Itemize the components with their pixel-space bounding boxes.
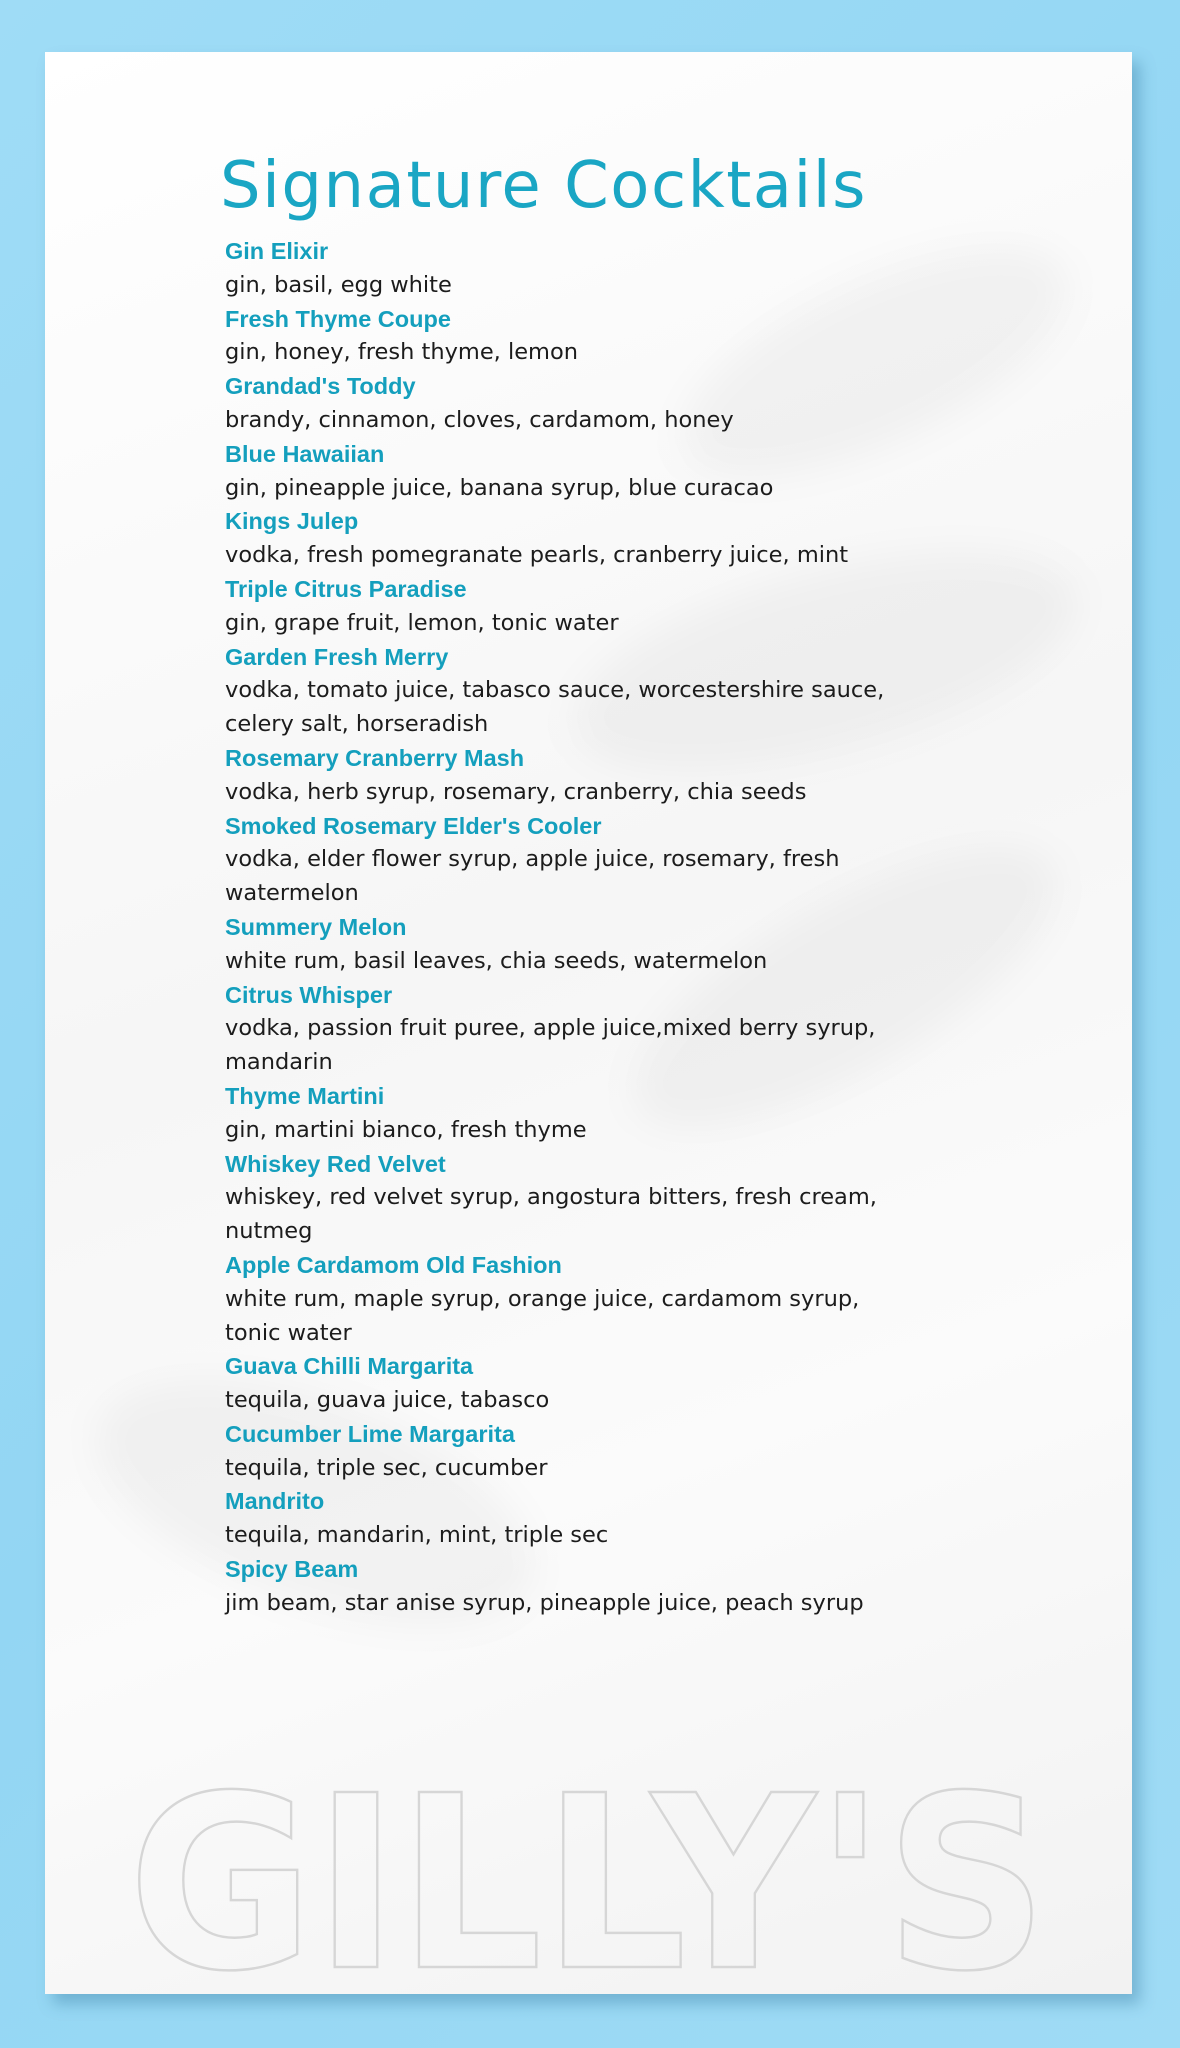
- cocktail-item: [225, 235, 925, 303]
- cocktail-item: [225, 742, 925, 810]
- cocktail-item: [225, 438, 925, 506]
- cocktail-name: Summery Melon: [225, 913, 407, 940]
- cocktail-name: Triple Citrus Paradise: [225, 575, 467, 602]
- cocktail-ingredients: gin, honey, fresh thyme, lemon: [225, 339, 579, 366]
- cocktail-ingredients: white rum, basil leaves, chia seeds, watermelon: [225, 947, 768, 974]
- cocktail-ingredients: gin, grape fruit, lemon, tonic water: [225, 609, 619, 636]
- cocktail-ingredients: tequila, guava juice, tabasco: [225, 1387, 550, 1414]
- cocktail-item: [225, 1148, 925, 1249]
- cocktail-ingredients: gin, martini bianco, fresh thyme: [225, 1116, 587, 1143]
- cocktail-name: Whiskey Red Velvet: [225, 1150, 446, 1177]
- cocktail-list: [225, 235, 925, 1621]
- cocktail-ingredients: tequila, triple sec, cucumber: [225, 1454, 548, 1481]
- cocktail-name: Mandrito: [225, 1488, 325, 1515]
- cocktail-item: [225, 979, 925, 1080]
- menu-card: [45, 52, 1132, 1997]
- cocktail-item: [225, 1418, 925, 1486]
- cocktail-item: [225, 303, 925, 371]
- cocktail-item: [225, 573, 925, 641]
- cocktail-item: [225, 370, 925, 438]
- cocktail-name: Garden Fresh Merry: [225, 643, 449, 670]
- cocktail-ingredients: white rum, maple syrup, orange juice, cardamom syrup, tonic water: [225, 1285, 860, 1346]
- cocktail-name: Blue Hawaiian: [225, 440, 385, 467]
- brand-watermark: [45, 1757, 1132, 1997]
- cocktail-name: Kings Julep: [225, 508, 359, 535]
- cocktail-item: [225, 505, 925, 573]
- cocktail-ingredients: vodka, herb syrup, rosemary, cranberry, chia seeds: [225, 778, 807, 805]
- cocktail-name: Citrus Whisper: [225, 981, 393, 1008]
- cocktail-item: [225, 641, 925, 742]
- cocktail-ingredients: brandy, cinnamon, cloves, cardamom, honey: [225, 406, 734, 433]
- cocktail-name: Spicy Beam: [225, 1556, 359, 1583]
- cocktail-name: Apple Cardamom Old Fashion: [225, 1251, 562, 1278]
- menu-title: Signature Cocktails: [220, 149, 867, 223]
- cocktail-ingredients: vodka, fresh pomegranate pearls, cranberry juice, mint: [225, 542, 849, 569]
- cocktail-ingredients: whiskey, red velvet syrup, angostura bitters, fresh cream, nutmeg: [225, 1184, 877, 1245]
- cocktail-item: [225, 1080, 925, 1148]
- cocktail-ingredients: gin, pineapple juice, banana syrup, blue curacao: [225, 474, 774, 501]
- cocktail-item: [225, 1553, 925, 1621]
- cocktail-item: [225, 1350, 925, 1418]
- cocktail-item: [225, 810, 925, 911]
- cocktail-item: [225, 911, 925, 979]
- cocktail-name: Rosemary Cranberry Mash: [225, 744, 525, 771]
- cocktail-name: Smoked Rosemary Elder's Cooler: [225, 812, 602, 839]
- cocktail-ingredients: jim beam, star anise syrup, pineapple juice, peach syrup: [225, 1589, 864, 1616]
- cocktail-ingredients: vodka, passion fruit puree, apple juice,mixed berry syrup, mandarin: [225, 1015, 876, 1076]
- cocktail-ingredients: gin, basil, egg white: [225, 271, 452, 298]
- cocktail-item: [225, 1485, 925, 1553]
- cocktail-name: Cucumber Lime Margarita: [225, 1420, 515, 1447]
- cocktail-ingredients: tequila, mandarin, mint, triple sec: [225, 1522, 609, 1549]
- cocktail-name: Fresh Thyme Coupe: [225, 305, 451, 332]
- cocktail-name: Guava Chilli Margarita: [225, 1353, 474, 1380]
- cocktail-ingredients: vodka, elder flower syrup, apple juice, rosemary, fresh watermelon: [225, 846, 840, 907]
- cocktail-name: Thyme Martini: [225, 1082, 385, 1109]
- cocktail-ingredients: vodka, tomato juice, tabasco sauce, worcestershire sauce, celery salt, horseradish: [225, 677, 885, 738]
- menu-content: [220, 147, 925, 1621]
- cocktail-item: [225, 1249, 925, 1350]
- cocktail-name: Gin Elixir: [225, 238, 329, 264]
- brand-watermark-text: GILLY'S: [128, 1757, 1048, 1997]
- cocktail-name: Grandad's Toddy: [225, 373, 416, 400]
